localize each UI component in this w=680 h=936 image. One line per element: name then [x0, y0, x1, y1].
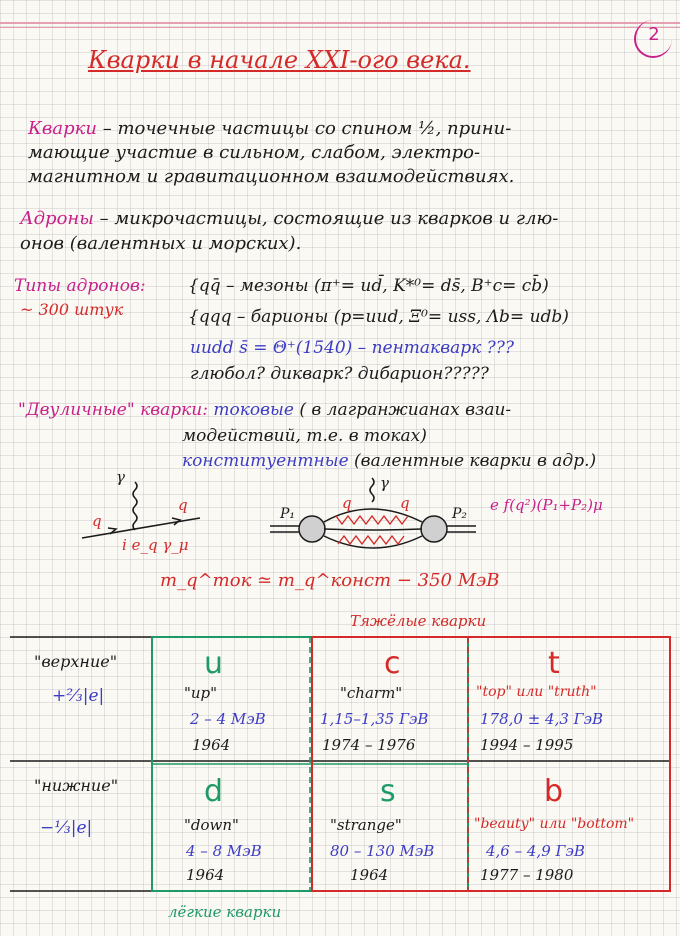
hadron-count: ~ 300 штук: [20, 300, 124, 319]
page-title: Кварки в начале XXI-ого века.: [88, 46, 471, 74]
page-number: 2: [634, 20, 672, 58]
quark-label-top-left: q: [342, 494, 352, 512]
quark-symbol-u: u: [204, 646, 224, 681]
row-charge-lower: −⅓|e|: [40, 818, 93, 838]
current-quarks-term: токовые: [207, 400, 294, 420]
quark-mass-down: 4 – 8 МэВ: [186, 842, 262, 860]
quark-name-bottom: "beauty" или "bottom": [474, 816, 635, 832]
quark-in-label: q: [92, 512, 102, 530]
momentum-p2-label: P₂: [452, 506, 468, 522]
row-charge-upper: +⅔|e|: [52, 686, 105, 706]
photon-label-left: γ: [116, 468, 125, 486]
baryons-line: {qqq – барионы (p=uud, Ξ⁰= uss, Λb= udb): [188, 307, 569, 327]
heavy-quarks-label: Тяжёлые кварки: [350, 612, 487, 630]
pentaquark-line: uudd s̄ = Θ⁺(1540) – пентакварк ???: [190, 338, 515, 358]
hadrons-definition-line2: онов (валентных и морских).: [20, 233, 302, 254]
two-faced-term: "Двуличные" кварки:: [18, 400, 208, 420]
hadron-types-label: Типы адронов:: [14, 276, 146, 296]
constituent-quarks-term: конституентные: [182, 451, 349, 471]
quarks-definition-line2: мающие участие в сильном, слабом, электро-: [28, 142, 481, 163]
mass-relation: m_q^ток ≃ m_q^конст − 350 МэВ: [160, 570, 500, 591]
hadrons-term: Адроны: [20, 208, 94, 229]
light-quarks-label: лёгкие кварки: [168, 903, 282, 921]
quark-mass-up: 2 – 4 МэВ: [190, 710, 266, 728]
exotic-line: глюбол? дикварк? дибарион?????: [190, 364, 489, 384]
photon-label-right: γ: [380, 474, 389, 492]
quark-mass-top: 178,0 ± 4,3 ГэВ: [480, 710, 604, 728]
quark-mass-strange: 80 – 130 МэВ: [330, 842, 435, 860]
quark-out-label: q: [178, 496, 188, 514]
two-faced-line2: модействий, т.е. в токах): [182, 426, 427, 446]
quark-year-charm: 1974 – 1976: [322, 736, 416, 754]
mesons-line: {qq̄ – мезоны (π⁺= ud̄, K*⁰= ds̄, B⁺c= cb̄): [188, 276, 549, 296]
quark-mass-charm: 1,15–1,35 ГэВ: [320, 710, 429, 728]
vertex-factor: i e_q γ_μ: [122, 536, 189, 554]
quark-year-top: 1994 – 1995: [480, 736, 574, 754]
two-faced-line1: "Двуличные" кварки: токовые ( в лагранжианах взаи-: [18, 400, 512, 420]
two-faced-line3: конституентные (валентные кварки в адр.): [182, 451, 597, 471]
momentum-p1-label: P₁: [280, 506, 296, 522]
quark-year-down: 1964: [186, 866, 225, 884]
quark-symbol-b: b: [544, 774, 564, 809]
quark-name-up: "up": [184, 684, 218, 702]
quark-name-charm: "charm": [340, 684, 403, 702]
quarks-term: Кварки: [28, 118, 98, 139]
row-label-upper: "верхние": [34, 652, 118, 671]
quark-label-top-right: q: [400, 494, 410, 512]
hadrons-definition-line1: Адроны – микрочастицы, состоящие из кварков и глю-: [20, 208, 559, 229]
quark-name-top: "top" или "truth": [476, 684, 597, 700]
quark-symbol-d: d: [204, 774, 224, 809]
quark-name-down: "down": [184, 816, 239, 834]
quark-year-strange: 1964: [350, 866, 389, 884]
quark-mass-bottom: 4,6 – 4,9 ГэВ: [486, 842, 585, 860]
quark-symbol-c: c: [384, 646, 401, 681]
quarks-definition-line1: Кварки – точечные частицы со спином ½, прини-: [28, 118, 512, 139]
quark-year-up: 1964: [192, 736, 231, 754]
quark-symbol-t: t: [548, 646, 560, 681]
quark-symbol-s: s: [380, 774, 396, 809]
quark-year-bottom: 1977 – 1980: [480, 866, 574, 884]
form-factor-expression: e f(q²)(P₁+P₂)μ: [490, 496, 603, 514]
row-label-lower: "нижние": [34, 776, 119, 795]
quark-name-strange: "strange": [330, 816, 402, 834]
quarks-definition-line3: магнитном и гравитационном взаимодействиях.: [28, 166, 515, 187]
